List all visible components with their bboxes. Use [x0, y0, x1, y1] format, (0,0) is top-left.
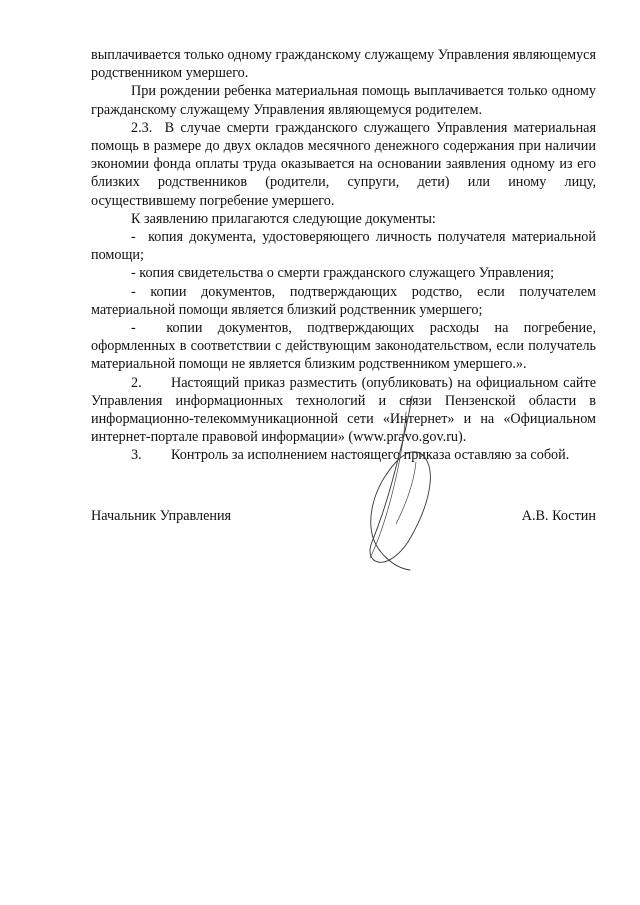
paragraph: К заявлению прилагаются следующие документы:	[131, 210, 436, 227]
document-page	[91, 46, 596, 465]
numbered-item-2	[91, 374, 596, 447]
paragraph: выплачивается только одному гражданскому служащему Управления являющемуся родственником умершего.	[91, 47, 596, 82]
list-item: - копии документов, подтверждающих расходы на погребение, оформленных в соответствии с действующим законодательством, если получатель материальной помощи не является близким родственником умершего.».	[91, 320, 596, 373]
signatory-position: Начальник Управления	[91, 508, 232, 524]
signature-row	[91, 508, 596, 525]
list-item: - копия документа, удостоверяющего личность получателя материальной помощи;	[91, 229, 596, 264]
item-number: 3.	[131, 447, 142, 464]
signatory-name: А.В. Костин	[521, 508, 596, 524]
paragraph: При рождении ребенка материальная помощь выплачивается только одному гражданскому служащему Управления являющемуся родителем.	[91, 83, 596, 118]
handwritten-signature	[350, 392, 450, 577]
item-number: 2.	[131, 374, 142, 391]
list-item: - копии документов, подтверждающих родство, если получателем материальной помощи является близкий родственник умершего;	[91, 283, 596, 318]
document-body	[91, 46, 596, 465]
numbered-item-3	[91, 446, 596, 464]
item-text: Настоящий приказ разместить (опубликовать) на официальном сайте Управления информационных технологий и связи Пензенской области в информационно-телекоммуникационной сети «Интернет» и на «Официальном интернет-портале правовой информации» (www.pravo.gov.ru).	[91, 374, 596, 446]
item-text: Контроль за исполнением настоящего приказа оставляю за собой.	[171, 447, 570, 464]
paragraph-2-3: 2.3. В случае смерти гражданского служащего Управления материальная помощь в размере до двух окладов месячного денежного содержания при наличии экономии фонда оплаты труда оказывается на основании заявления одному из его близких родственников (родители, супруги, дети) или иному лицу, осуществившему погребение умершего.	[91, 119, 596, 209]
list-item: - копия свидетельства о смерти гражданского служащего Управления;	[131, 265, 555, 282]
